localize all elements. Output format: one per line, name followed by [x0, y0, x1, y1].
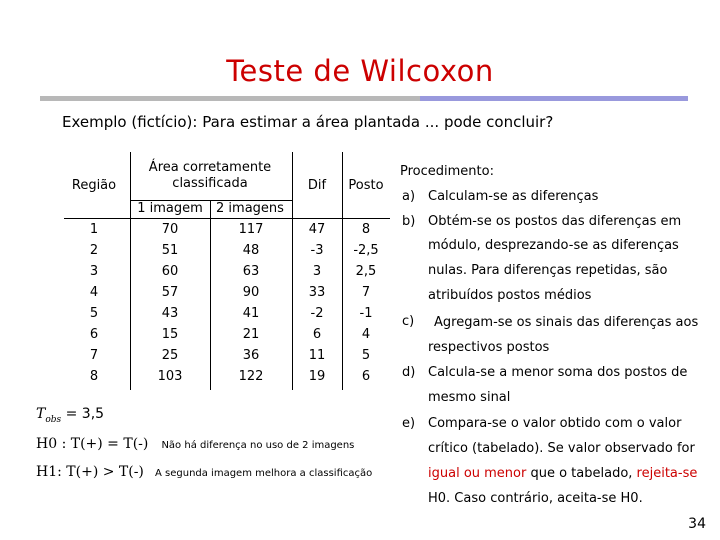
- table-hline-sub: [130, 200, 292, 201]
- step-d-letter: d): [402, 365, 416, 380]
- cell-two-images: 48: [242, 243, 260, 258]
- cell-two-images: 90: [242, 285, 260, 300]
- cell-dif: 11: [308, 348, 326, 363]
- cell-region: 3: [89, 264, 99, 279]
- cell-rank: 7: [361, 285, 371, 300]
- cell-one-image: 57: [161, 285, 179, 300]
- header-area: Área corretamente classificada: [148, 160, 272, 191]
- cell-region: 4: [89, 285, 99, 300]
- h1-line: [36, 461, 372, 480]
- cell-rank: -1: [359, 306, 373, 321]
- cell-one-image: 15: [161, 327, 179, 342]
- header-rank: Posto: [348, 178, 384, 193]
- slide-subtitle: Exemplo (fictício): Para estimar a área plantada ... pode concluir?: [62, 113, 554, 131]
- step-e-letter: e): [402, 416, 416, 431]
- cell-rank: 2,5: [355, 264, 377, 279]
- cell-two-images: 122: [238, 369, 264, 384]
- step-e-emph2: rejeita-se: [636, 466, 698, 481]
- cell-two-images: 21: [242, 327, 260, 342]
- h0-formula: H0 : T(+) = T(-): [36, 436, 149, 452]
- cell-rank: -2,5: [353, 243, 379, 258]
- cell-one-image: 43: [161, 306, 179, 321]
- h0-note: Não há diferença no uso de 2 imagens: [161, 440, 355, 451]
- cell-dif: 3: [312, 264, 322, 279]
- step-e-mid: que o tabelado,: [526, 466, 637, 481]
- cell-region: 7: [89, 348, 99, 363]
- step-e-emph1: igual ou menor: [428, 466, 527, 481]
- cell-rank: 6: [361, 369, 371, 384]
- cell-rank: 4: [361, 327, 371, 342]
- t-obs-value: = 3,5: [65, 406, 105, 422]
- cell-dif: 6: [312, 327, 322, 342]
- step-c-line2: respectivos postos: [428, 340, 550, 355]
- cell-rank: 5: [361, 348, 371, 363]
- step-d-line1: Calcula-se a menor soma dos postos de: [428, 365, 688, 380]
- h1-note: A segunda imagem melhora a classificação: [155, 468, 373, 479]
- t-obs-symbol: T: [36, 406, 46, 422]
- cell-dif: 33: [308, 285, 326, 300]
- cell-dif: 19: [308, 369, 326, 384]
- cell-dif: 47: [308, 222, 326, 237]
- cell-dif: -2: [310, 306, 324, 321]
- cell-region: 5: [89, 306, 99, 321]
- table-hline-header: [64, 218, 390, 219]
- step-e-line4: H0. Caso contrário, aceita-se H0.: [428, 491, 643, 506]
- step-b-letter: b): [402, 214, 416, 229]
- step-d-line2: mesmo sinal: [428, 390, 511, 405]
- step-b-line2: módulo, desprezando-se as diferenças: [428, 238, 679, 253]
- cell-two-images: 41: [242, 306, 260, 321]
- cell-rank: 8: [361, 222, 371, 237]
- header-two-images: 2 imagens: [216, 201, 284, 216]
- cell-region: 2: [89, 243, 99, 258]
- step-b-line4: atribuídos postos médios: [428, 288, 592, 303]
- step-a-text: Calculam-se as diferenças: [428, 189, 599, 204]
- step-c-line1: Agregam-se os sinais das diferenças aos: [434, 315, 699, 330]
- step-c-letter: c): [402, 314, 415, 329]
- header-region: Região: [71, 178, 117, 193]
- step-b-line1: Obtém-se os postos das diferenças em: [428, 214, 682, 229]
- cell-one-image: 103: [157, 369, 183, 384]
- step-e-line2: crítico (tabelado). Se valor observado for: [428, 441, 695, 456]
- page-number: 34: [688, 516, 706, 532]
- cell-two-images: 36: [242, 348, 260, 363]
- cell-region: 1: [89, 222, 99, 237]
- t-obs-sub: obs: [45, 414, 62, 425]
- t-obs: [36, 406, 104, 425]
- cell-two-images: 63: [242, 264, 260, 279]
- h0-line: [36, 433, 354, 452]
- cell-two-images: 117: [238, 222, 264, 237]
- procedure-title: Procedimento:: [400, 164, 494, 179]
- step-a-letter: a): [402, 189, 416, 204]
- h1-formula: H1: T(+) > T(-): [36, 464, 144, 480]
- cell-dif: -3: [310, 243, 324, 258]
- cell-region: 8: [89, 369, 99, 384]
- cell-one-image: 60: [161, 264, 179, 279]
- slide-title: Teste de Wilcoxon: [226, 54, 494, 88]
- step-e-line3: [428, 466, 697, 481]
- header-dif: Dif: [307, 178, 327, 193]
- cell-one-image: 70: [161, 222, 179, 237]
- cell-one-image: 25: [161, 348, 179, 363]
- cell-one-image: 51: [161, 243, 179, 258]
- step-e-line1: Compara-se o valor obtido com o valor: [428, 416, 682, 431]
- step-b-line3: nulas. Para diferenças repetidas, são: [428, 263, 668, 278]
- header-one-image: 1 imagem: [137, 201, 203, 216]
- cell-region: 6: [89, 327, 99, 342]
